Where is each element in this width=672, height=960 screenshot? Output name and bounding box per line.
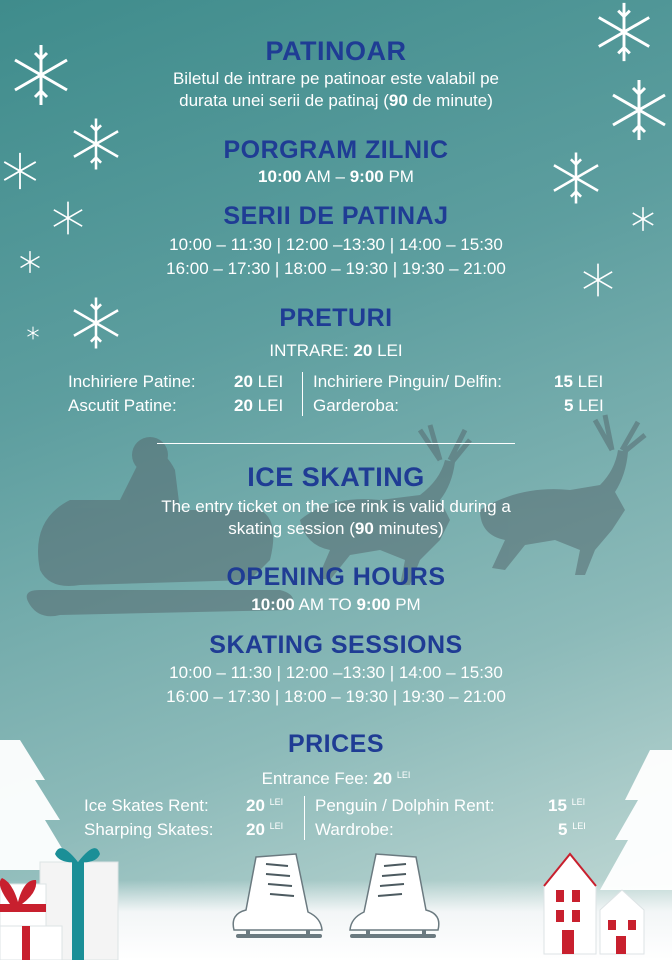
en-price-sharpen: Sharping Skates: (84, 820, 214, 839)
ro-program-hours: 10:00 AM – 9:00 PM (258, 167, 414, 186)
ro-sessions-title: SERII DE PATINAJ (223, 202, 449, 230)
ro-program-title: PORGRAM ZILNIC (223, 136, 449, 164)
ro-price-sharpen-value: 20 LEI (234, 396, 284, 415)
ro-price-wardrobe: Garderoba: (313, 396, 399, 415)
ro-price-skates: Inchiriere Patine: (68, 372, 196, 391)
en-hours-title: OPENING HOURS (226, 563, 446, 591)
ro-price-skates-value: 20 LEI (234, 372, 284, 391)
en-price-wardrobe-value: 5 $^{LEI}$ (558, 820, 586, 839)
en-sessions-line1: 10:00 – 11:30 | 12:00 –13:30 | 14:00 – 15:30 (169, 663, 503, 682)
en-sessions-line2: 16:00 – 17:30 | 18:00 – 19:30 | 19:30 – 21:00 (166, 687, 506, 706)
ro-price-penguin: Inchiriere Pinguin/ Delfin: (313, 372, 502, 391)
en-price-skates: Ice Skates Rent: (84, 796, 209, 815)
ro-sessions-line1: 10:00 – 11:30 | 12:00 –13:30 | 14:00 – 15:30 (169, 235, 503, 254)
ro-price-penguin-value: 15 LEI (554, 372, 604, 391)
gift-box-icon (0, 834, 122, 960)
en-intro-line1: The entry ticket on the ice rink is valid during a (161, 497, 511, 516)
ro-intro-line1: Biletul de intrare pe patinoar este valabil pe (172, 69, 500, 88)
ro-price-wardrobe-value: 5 LEI (564, 396, 604, 415)
en-price-sharpen-value: 20 $^{LEI}$ (246, 820, 284, 839)
en-price-skates-value: 20 $^{LEI}$ (246, 796, 284, 815)
ro-price-sharpen: Ascutit Patine: (68, 396, 177, 415)
ro-sessions-line2: 16:00 – 17:30 | 18:00 – 19:30 | 19:30 – 21:00 (166, 259, 506, 278)
en-price-wardrobe: Wardrobe: (315, 820, 394, 839)
ro-prices-title: PRETURI (279, 304, 393, 332)
ro-entry-fee: INTRARE: 20 LEI (269, 341, 403, 360)
ro-price-divider (302, 372, 303, 416)
ice-skates-icon (226, 852, 446, 948)
en-price-penguin-value: 15 $^{LEI}$ (548, 796, 586, 815)
ro-title: PATINOAR (265, 36, 407, 66)
house-icon (540, 850, 660, 960)
ro-intro-line2: durata unei serii de patinaj (90 de minute) (179, 91, 493, 110)
en-price-divider (304, 796, 305, 840)
en-intro-line2: skating session (90 minutes) (228, 519, 444, 538)
en-title: ICE SKATING (247, 462, 425, 492)
en-price-penguin: Penguin / Dolphin Rent: (315, 796, 495, 815)
en-prices-title: PRICES (287, 730, 385, 758)
en-sessions-title: SKATING SESSIONS (209, 631, 463, 659)
section-divider (157, 443, 515, 444)
en-entry-fee: Entrance Fee: 20 $^{LEI}$ (261, 769, 411, 788)
en-hours: 10:00 AM TO 9:00 PM (251, 595, 421, 614)
